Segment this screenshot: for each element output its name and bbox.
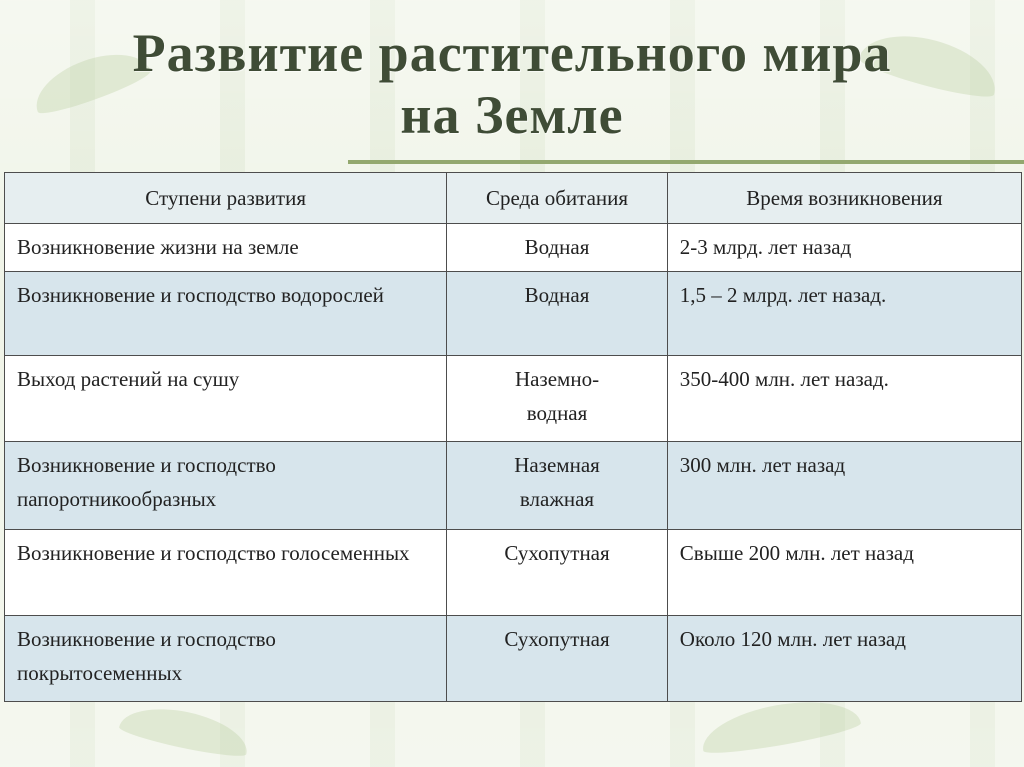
header-time: Время возникновения xyxy=(667,173,1021,224)
cell-stage: Выход растений на сушу xyxy=(5,356,447,442)
cell-time: 1,5 – 2 млрд. лет назад. xyxy=(667,272,1021,356)
cell-stage: Возникновение и господство водорослей xyxy=(5,272,447,356)
title-underline xyxy=(348,160,1024,164)
header-habitat: Среда обитания xyxy=(447,173,668,224)
cell-habitat: Водная xyxy=(447,224,668,272)
cell-habitat: Водная xyxy=(447,272,668,356)
cell-time: Около 120 млн. лет назад xyxy=(667,616,1021,702)
evolution-table xyxy=(4,172,1022,702)
table-row xyxy=(5,616,1022,702)
cell-habitat: Наземно-водная xyxy=(447,356,668,442)
cell-stage: Возникновение и господство папоротникообразных xyxy=(5,442,447,530)
table-row xyxy=(5,224,1022,272)
slide-title-line-1: Развитие растительного мира xyxy=(132,23,892,83)
cell-time: 300 млн. лет назад xyxy=(667,442,1021,530)
cell-stage: Возникновение и господство голосеменных xyxy=(5,530,447,616)
table-row xyxy=(5,530,1022,616)
table-row xyxy=(5,442,1022,530)
cell-time: Свыше 200 млн. лет назад xyxy=(667,530,1021,616)
cell-habitat: Сухопутная xyxy=(447,616,668,702)
cell-time: 350-400 млн. лет назад. xyxy=(667,356,1021,442)
cell-stage: Возникновение и господство покрытосеменных xyxy=(5,616,447,702)
cell-stage: Возникновение жизни на земле xyxy=(5,224,447,272)
slide-title xyxy=(0,22,1024,146)
slide-title-line-2: на Земле xyxy=(400,85,624,145)
table-header-row xyxy=(5,173,1022,224)
header-stage: Ступени развития xyxy=(5,173,447,224)
table-row xyxy=(5,272,1022,356)
table-row xyxy=(5,356,1022,442)
cell-habitat: Сухопутная xyxy=(447,530,668,616)
cell-habitat: Наземная влажная xyxy=(447,442,668,530)
cell-time: 2-3 млрд. лет назад xyxy=(667,224,1021,272)
